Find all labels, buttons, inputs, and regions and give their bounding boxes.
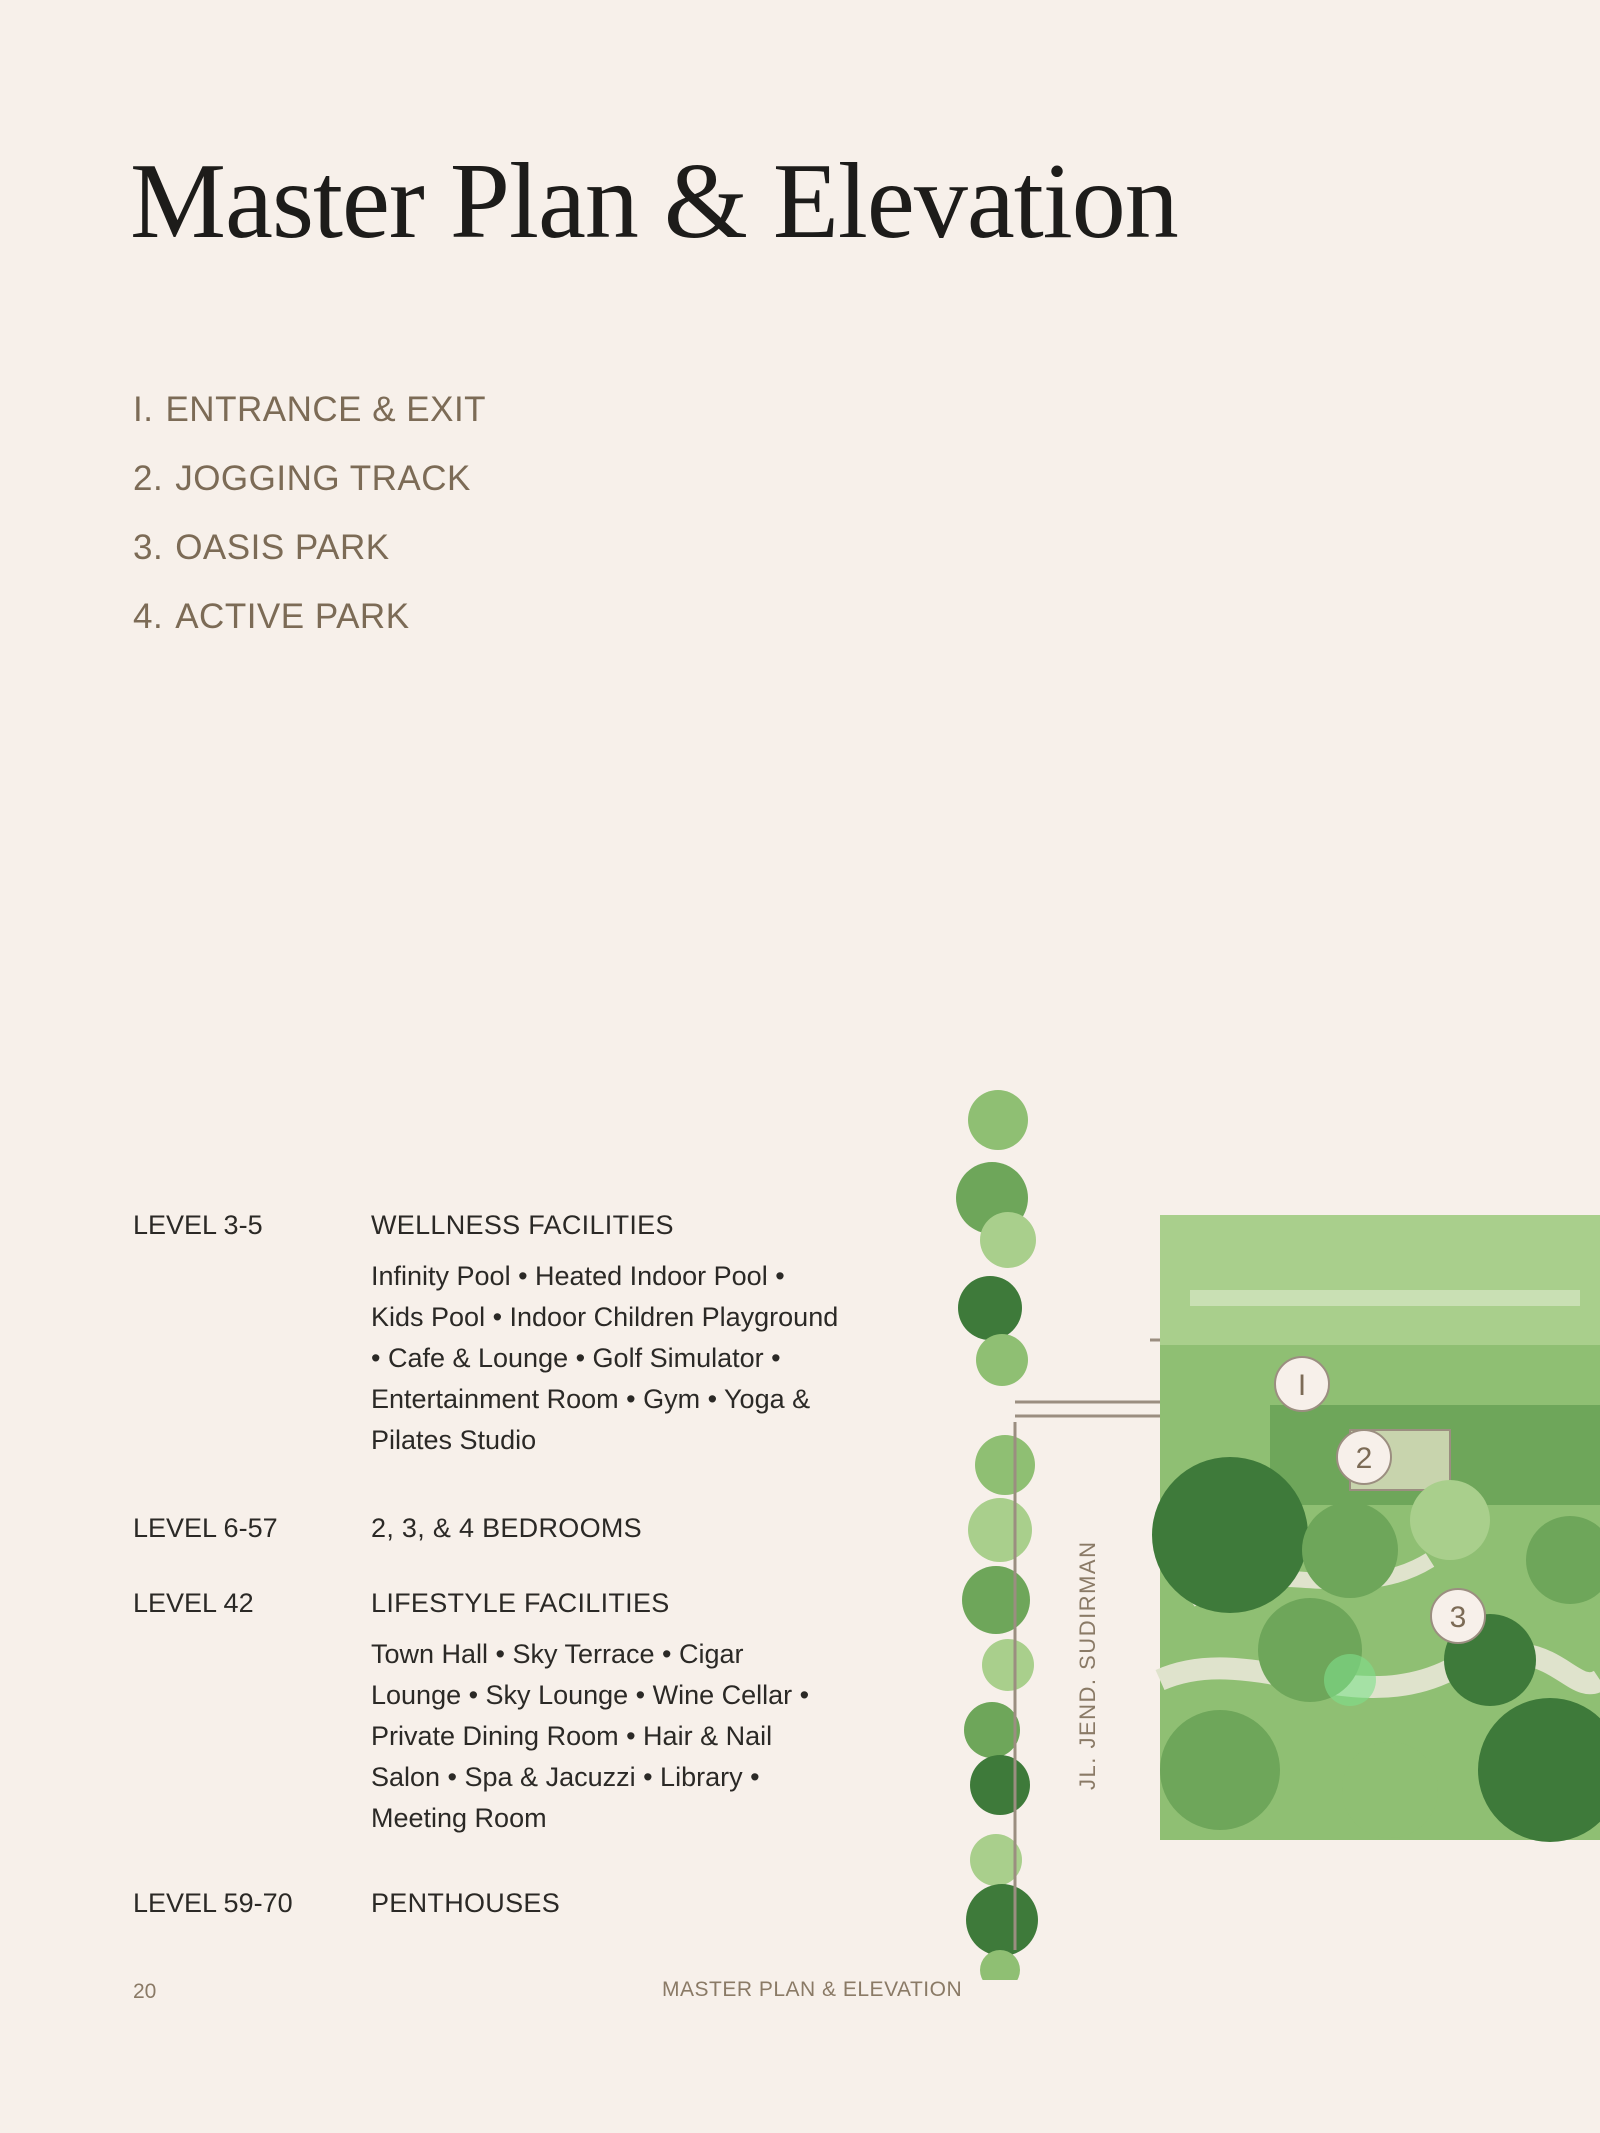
- site-plan-illustration: [930, 1080, 1600, 1980]
- marker-label: 2: [1355, 1442, 1373, 1475]
- marker-label: 3: [1449, 1601, 1467, 1634]
- marker-label: I: [1297, 1369, 1307, 1402]
- site-block: [1152, 1215, 1600, 1842]
- footer-title: MASTER PLAN & ELEVATION: [662, 1978, 963, 2001]
- level-heading: PENTHOUSES: [371, 1888, 561, 1918]
- level-heading: LIFESTYLE FACILITIES: [371, 1588, 670, 1618]
- page-number: 20: [133, 1980, 157, 2003]
- page-title: Master Plan & Elevation: [130, 142, 1178, 261]
- level-label: LEVEL 42: [133, 1588, 254, 1618]
- legend-label: ENTRANCE & EXIT: [165, 390, 487, 429]
- legend-label: JOGGING TRACK: [175, 459, 471, 498]
- level-heading: WELLNESS FACILITIES: [371, 1210, 674, 1240]
- plan-marker-2: [1337, 1430, 1391, 1484]
- level-label: LEVEL 3-5: [133, 1210, 263, 1240]
- legend-item: [133, 513, 486, 582]
- legend-number: I.: [133, 390, 154, 429]
- level-heading: 2, 3, & 4 BEDROOMS: [371, 1513, 642, 1543]
- street-trees: [956, 1090, 1038, 1980]
- plan-marker-3: [1431, 1589, 1485, 1643]
- legend-number: 4.: [133, 597, 164, 636]
- legend-number: 2.: [133, 459, 164, 498]
- legend-item: [133, 444, 486, 513]
- road-label: JL. JEND. SUDIRMAN: [1075, 1540, 1100, 1790]
- legend-item: [133, 582, 486, 651]
- plan-marker-1: [1275, 1357, 1329, 1411]
- legend-label: OASIS PARK: [175, 528, 390, 567]
- level-label: LEVEL 6-57: [133, 1513, 278, 1543]
- legend-item: [133, 375, 486, 444]
- legend-number: 3.: [133, 528, 164, 567]
- amenity-legend: [133, 375, 486, 651]
- level-label: LEVEL 59-70: [133, 1888, 293, 1918]
- level-description: Town Hall • Sky Terrace • Cigar Lounge • Sky Lounge • Wine Cellar • Private Dining Room • Hair & Nail Salon • Spa & Jacuzzi • Library • Meeting Room: [371, 1639, 810, 1833]
- legend-label: ACTIVE PARK: [175, 597, 410, 636]
- level-description: Infinity Pool • Heated Indoor Pool • Kids Pool • Indoor Children Playground • Cafe & Lounge • Golf Simulator • Entertainment Room • Gym • Yoga & Pilates Studio: [371, 1261, 839, 1455]
